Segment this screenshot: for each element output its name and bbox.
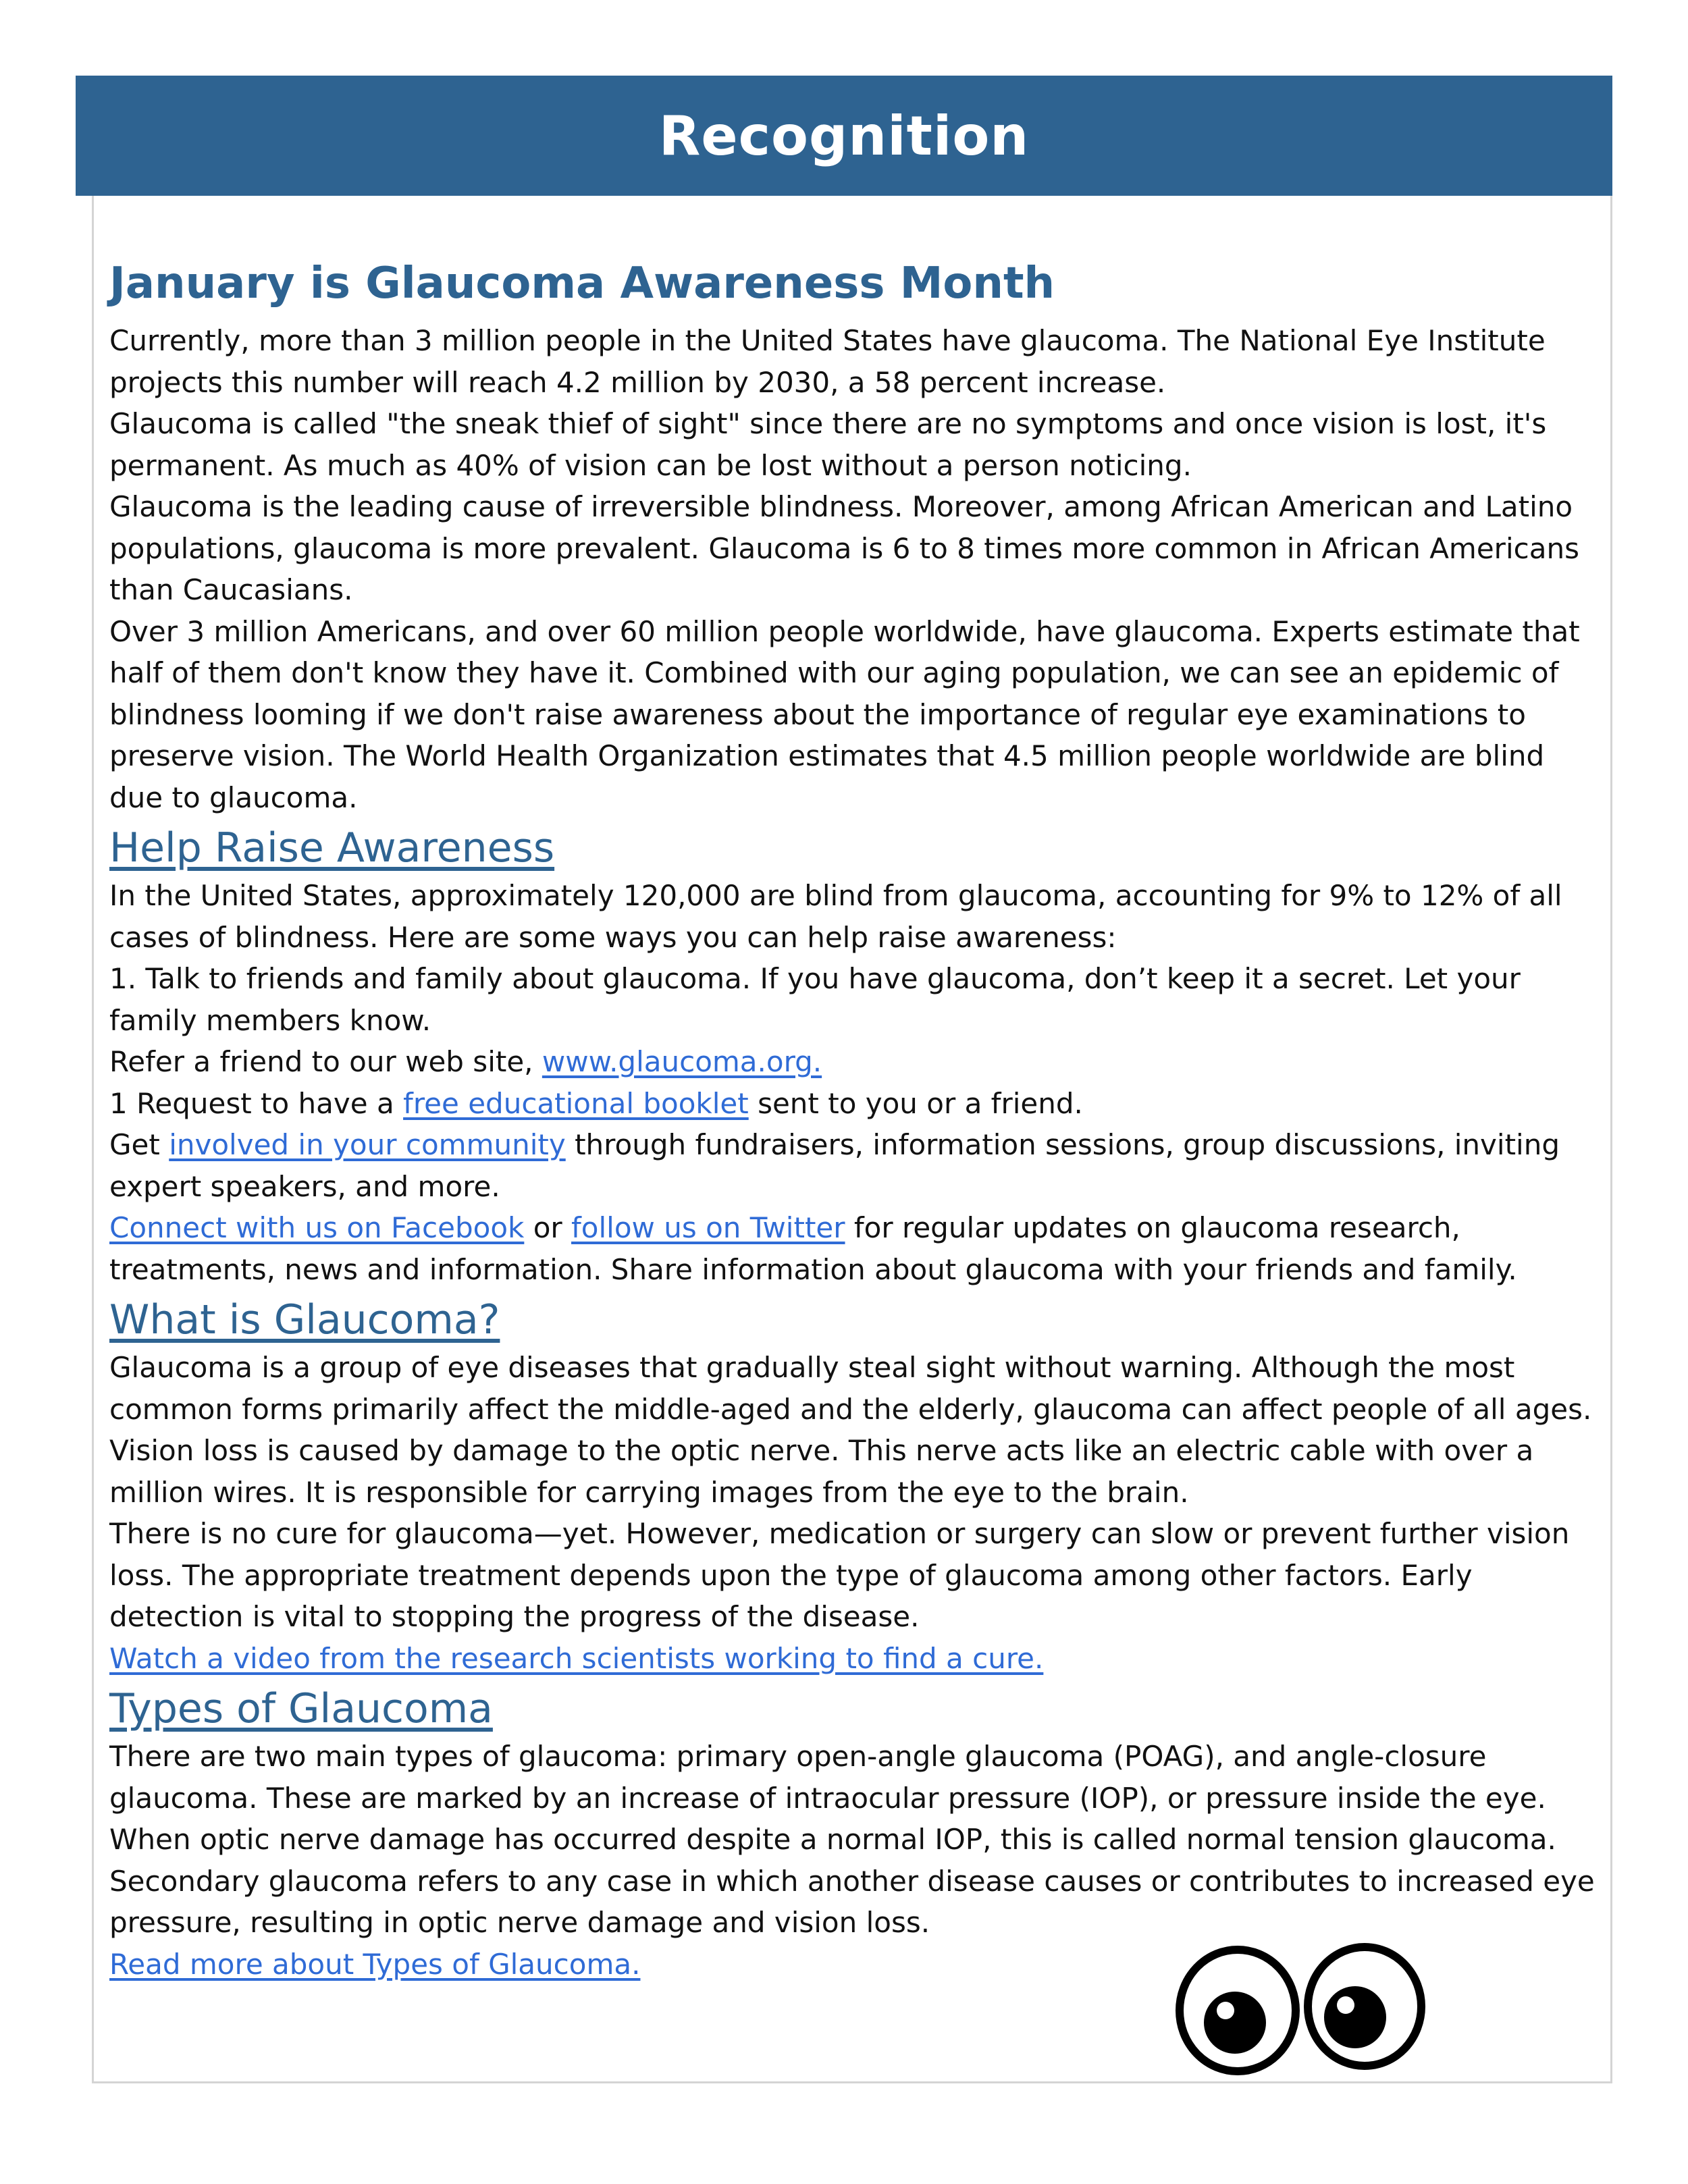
social-paragraph [109,1207,1605,1290]
request-text: 1 Request to have a [109,1086,404,1120]
intro-paragraph: Glaucoma is the leading cause of irreversible blindness. Moreover, among African American and Latino populations, glaucoma is more prevalent. Glaucoma is 6 to 8 times more common in African Americans than Caucasians. [109,490,1579,606]
watch-video-link[interactable]: Watch a video from the research scientists working to find a cure. [109,1641,1044,1675]
get-involved-paragraph [109,1124,1605,1207]
community-link[interactable]: involved in your community [169,1128,566,1161]
types-paragraph: There are two main types of glaucoma: primary open-angle glaucoma (POAG), and angle-closure glaucoma. These are marked by an increase of intraocular pressure (IOP), or pressure inside the eye. When optic nerve damage has occurred despite a normal IOP, this is called normal tension glaucoma. Secondary glaucoma refers to any case in which another disease causes or contributes to increased eye pressure, resulting in optic nerve damage and vision loss. [109,1740,1595,1939]
free-booklet-link[interactable]: free educational booklet [403,1086,749,1120]
article-body [109,252,1605,1985]
refer-friend-paragraph [109,1041,1605,1083]
help-raise-awareness-heading[interactable]: Help Raise Awareness [109,824,555,872]
intro-paragraph: Glaucoma is called "the sneak thief of sight" since there are no symptoms and once vision is lost, it's permanent. As much as 40% of vision can be lost without a person noticing. [109,407,1547,482]
vision-loss-paragraph: Vision loss is caused by damage to the optic nerve. This nerve acts like an electric cable with over a million wires. It is responsible for carrying images from the eye to the brain. [109,1434,1534,1509]
facebook-link[interactable]: Connect with us on Facebook [109,1211,525,1244]
page-title: Recognition [658,104,1030,167]
no-cure-paragraph: There is no cure for glaucoma—yet. However, medication or surgery can slow or prevent further vision loss. The appropriate treatment depends upon the type of glaucoma among other factors. Early detection is vital to stopping the progress of the disease. [109,1517,1570,1633]
main-heading: January is Glaucoma Awareness Month [109,259,1055,309]
video-paragraph [109,1638,1605,1680]
intro-paragraph: Over 3 million Americans, and over 60 million people worldwide, have glaucoma. Experts estimate that half of them don't know they have it. Combined with our aging population, we can see an epidemic of blindness looming if we don't raise awareness about the importance of regular eye examinations to preserve vision. The World Health Organization estimates that 4.5 million people worldwide are blind due to glaucoma. [109,614,1580,814]
awareness-paragraph: In the United States, approximately 120,000 are blind from glaucoma, accounting for 9% to 12% of all cases of blindness. Here are some ways you can help raise awareness: [109,879,1562,954]
get-text-end: through fundraisers, information sessions, group discussions, inviting expert speakers, and more. [109,1128,1560,1203]
what-is-paragraph: Glaucoma is a group of eye diseases that gradually steal sight without warning. Although the most common forms primarily affect the middle-aged and the elderly, glaucoma can affect people of all ages. [109,1351,1592,1426]
request-booklet-paragraph [109,1083,1605,1125]
read-more-link[interactable]: Read more about Types of Glaucoma. [109,1947,641,1981]
or-text: or [524,1211,572,1244]
types-of-glaucoma-heading[interactable]: Types of Glaucoma [109,1685,493,1732]
social-text-end: for regular updates on glaucoma research, treatments, news and information. Share information about glaucoma with your friends and family. [109,1211,1517,1286]
talk-to-friends-paragraph: 1. Talk to friends and family about glaucoma. If you have glaucoma, don’t keep it a secret. Let your family members know. [109,962,1521,1037]
cartoon-eyes-icon [1171,1938,1428,2079]
header-banner [76,76,1612,196]
website-link[interactable]: www.glaucoma.org. [542,1045,822,1078]
what-is-glaucoma-heading[interactable]: What is Glaucoma? [109,1296,500,1343]
get-text: Get [109,1128,169,1161]
refer-text: Refer a friend to our web site, [109,1045,542,1078]
twitter-link[interactable]: follow us on Twitter [571,1211,845,1244]
intro-paragraph: Currently, more than 3 million people in the United States have glaucoma. The National Eye Institute projects this number will reach 4.2 million by 2030, a 58 percent increase. [109,324,1546,399]
request-text-end: sent to you or a friend. [748,1086,1083,1120]
